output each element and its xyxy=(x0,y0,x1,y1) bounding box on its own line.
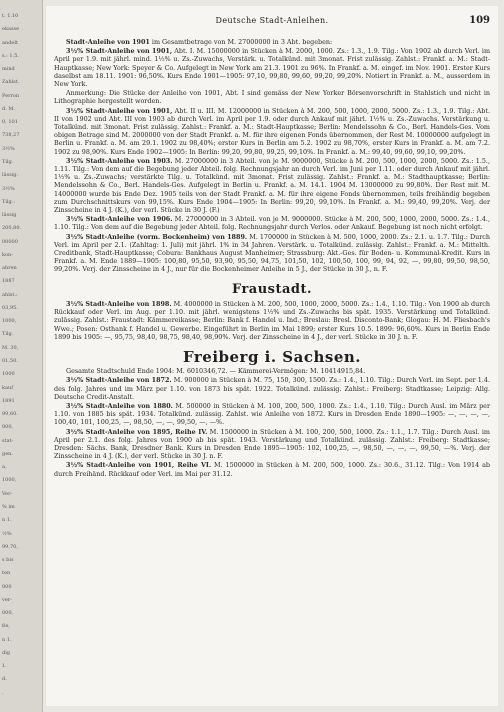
gutter-fragment: Tilg. xyxy=(2,331,14,338)
gutter-fragment: ahlst.: xyxy=(2,291,18,298)
gutter-fragment: ße, xyxy=(2,623,10,630)
loan-terms: M. 900000 in Stücken à M. 75, 150, 300, 1500. Zs.: 1.4., 1.10. Tilg.: Durch Verl. im Sept. per 1.4. des folg. Jahres und im März per 1.10. von 1873 bis spät. 1922. Totalkünd. zulässig. Zahlst.: Freiberg: Stadtkasse; Leipzig: Allg. Deutsche Credit-Anstalt. xyxy=(54,376,490,401)
gutter-fragment: 3½% xyxy=(2,185,15,192)
loan-title: Stadt-Anleihe von 1901 xyxy=(66,38,150,46)
loan-paragraph xyxy=(54,47,490,88)
left-page-gutter xyxy=(0,0,43,712)
loan-paragraph xyxy=(54,215,490,231)
freiberg-loans-section xyxy=(54,376,490,477)
running-head xyxy=(46,16,498,30)
document-page xyxy=(46,6,498,706)
freiberg-intro: Gesamte Stadtschuld Ende 1904: M. 6010346,72. — Kämmerei-Vermögen: M. 10414915,84. xyxy=(66,367,366,376)
gutter-fragment: 1887 xyxy=(2,278,15,285)
gutter-fragment: Ver- xyxy=(2,490,13,497)
gutter-fragment: 1000 xyxy=(2,371,15,378)
loan-title: 3½% Stadt-Anleihe von 1901, xyxy=(66,106,173,115)
loan-title: 3½% Stadt-Anleihe von 1895, Reihe IV. xyxy=(66,427,208,436)
gutter-fragment: kon- xyxy=(2,251,13,258)
gutter-fragment: s bis xyxy=(2,557,14,564)
gutter-fragment: ten xyxy=(2,570,11,577)
loan-terms: Anmerkung: Die Stücke der Anleihe von 1901, Abt. I sind gemäss der New Yorker Börsenvorschrift in Stahlstich und nicht in Lithographie hergestellt worden. xyxy=(54,89,490,106)
gutter-fragment: andelt xyxy=(2,39,18,46)
gutter-fragment: 1. xyxy=(2,663,7,670)
loan-title: 3½% Stadt-Anleihe von 1906. xyxy=(66,215,173,224)
gutter-fragment: t. 1.10 xyxy=(2,13,19,19)
loan-title: 3½% Stadt-Anleihe von 1898. xyxy=(66,299,172,308)
loan-paragraph xyxy=(54,376,490,401)
section-heading-fraustadt: Fraustadt. xyxy=(231,281,313,297)
gutter-fragment: dig xyxy=(2,649,11,656)
gutter-fragment: M. 30, xyxy=(2,344,19,351)
gutter-fragment: Zahlst. xyxy=(2,79,20,86)
gutter-fragment: 738,27 xyxy=(2,132,20,139)
loan-terms: M. 1500000 in Stücken à M. 200, 500, 1000. Zs.: 30.6., 31.12. Tilg.: Von 1914 ab durch Freihänd. Rückkauf oder Verl. im Mai per 31.12. xyxy=(54,461,490,478)
gutter-fragment: 99,60. xyxy=(2,411,18,418)
gutter-fragment: mind xyxy=(2,66,15,73)
loan-terms: M. 27000000 in 3 Abteil. von je M. 9000000. Stücke à M. 200, 500, 1000, 2000, 5000. Zs.: 1.4., 1.10. Tilg.: Von dem auf die Begebung jeder Abteil. folg. Rechnungsjahr durch Verlos. oder Ankauf. Begebung ist noch nicht erfolgt. xyxy=(54,215,490,232)
gutter-fragment: 3½% xyxy=(2,145,15,152)
gutter-fragment: 200,80. xyxy=(2,225,22,232)
loan-title: 3½% Stadt-Anleihe von 1872. xyxy=(66,376,172,385)
gutter-fragment: ½% xyxy=(2,530,12,537)
gutter-fragment: Perron xyxy=(2,92,20,99)
loan-title: 3½% Stadt-Anleihe (vorm. Bockenheim) von 1889. xyxy=(66,232,248,241)
loan-paragraph xyxy=(54,233,490,274)
loan-paragraph xyxy=(54,89,490,105)
gutter-fragment: stat- xyxy=(2,437,14,444)
gutter-fragment: Tilg. xyxy=(2,158,14,165)
gutter-fragment: 99,70, xyxy=(2,543,18,550)
gutter-fragment: 00000 xyxy=(2,238,18,245)
loan-paragraph xyxy=(54,107,490,156)
loan-paragraph xyxy=(54,300,490,341)
gutter-fragment: 01,50. xyxy=(2,358,18,364)
gutter-fragment: 000 xyxy=(2,583,12,590)
gutter-fragment: a, xyxy=(2,464,7,471)
gutter-fragment: ekasse xyxy=(2,26,20,33)
loan-paragraph xyxy=(54,157,490,214)
gutter-fragment: Tilg.: xyxy=(2,198,16,205)
gutter-fragment: d. M. xyxy=(2,105,16,112)
gutter-fragment: 1000, xyxy=(2,318,17,325)
gutter-fragment: 0, 101 xyxy=(2,119,18,126)
loan-title: 3½% Stadt-Anleihe von 1901, xyxy=(66,47,173,56)
loan-paragraph xyxy=(54,428,490,461)
gutter-fragment: lässig xyxy=(2,212,17,219)
gutter-fragment: kauf xyxy=(2,384,14,391)
gutter-fragment: 000, xyxy=(2,610,14,617)
frankfurt-loans-section xyxy=(54,38,490,274)
gutter-fragment: ver- xyxy=(2,596,12,603)
loan-terms: M. 27000000 in 3 Abteil. von je M. 9000000, Stücke à M. 200, 500, 1000, 2000, 5000. Zs.: 1.5., 1.11. Tilg.: Von dem auf die Begebung jeder Abteil. folg. Rechnungsjahr an durch Verl. im Juni per 1.11. oder durch Ankauf mit jährl. 1½% u. Zs.-Zuwachs; verstärkte Tilg. u. Totalkünd. mit 3monat. Frist zulässig. Zahlst.: Frankf. a. M.: Stadthauptkasse; Berlin: Mendelssohn & Co., Berl. Handels-Ges. Aufgelegt in Berlin u. Frankf. a. M. 14.1. 1904 M. 13000000 zu 99,80%. Der Rest mit M. 14000000 wurde bis Ende Dez. 1905 teils von der Stadt Frankf. a. M. für ihre eigene Fonds übernommen, teils freihändig begeben zum Durchschnittskurs von 99,15%. Kurs Ende 1904—1905: In Berlin: 99,20, 99,10%. In Frankf. a. M.: 99,40, 99,20%. Verj. der Zinsscheine in 4 J. (K.), der verl. Stücke in 30 J. (F.) xyxy=(54,156,490,215)
page-number: 109 xyxy=(469,15,490,26)
loan-terms: M. 4000000 in Stücken à M. 200, 500, 1000, 2000, 5000. Zs.: 1.4., 1.10. Tilg.: Von 1900 ab durch Rückkauf oder Verl. im Aug. per 1.10. mit jährl. wenigstens 1½% und Zs.-Zuwachs bis spät. 1935. Verstärkung und Totalkünd. zulässig. Zahlst.: Fraustadt: Kämmereikasse; Berlin: Bank f. Handel u. Ind.; Breslau: Bresl. Disconto-Bank; Glogau: H. M. Fliesbach's Wwe.; Posen: Osthank f. Handel u. Gewerbe. Eingeführt in Berlin im Mai 1899; erster Kurs 10.5. 1899: 96,60%. Kurs in Berlin Ende 1899 bis 1905: —, 95,75, 98,40, 98,75, 98,40, 98,90%. Verj. der Zinsscheine in 4 J., der verl. Stücke in 30 J. n. F. xyxy=(54,299,491,341)
loan-terms: im Gesamtbetrage von M. 27000000 in 3 Abt. begeben: xyxy=(149,38,333,46)
loan-paragraph xyxy=(54,461,490,477)
loan-title: 3½% Stadt-Anleihe von 1901, Reihe VI. xyxy=(66,461,212,470)
loan-terms: M. 500000 in Stücken à M. 100, 200, 500, 1000. Zs.: 1.4., 1.10. Tilg.: Durch Ausl. im März per 1.10. von 1885 bis spät. 1934. Totalkünd. zulässig. Zahlst. wie Anleihe von 1872. Kurs in Dresden Ende 1890—1905: —, —, —, —, 100,40, 101, 100,25, —, 98,50, —, —, 99,50, —, —%. xyxy=(54,401,490,427)
loan-terms: Abt. II u. III. M. 12000000 in Stücken à M. 200, 500, 1000, 2000, 5000. Zs.: 1.3., 1.9. Tilg.: Abt. II von 1902 und Abt. III von 1903 ab durch Verl. im April per 1.9. oder durch Ankauf mit jährl. 1½% u. Zs.-Zuwachs. Verstärkung u. Totalkünd. mit 3monat. Frist zulässig. Zahlst.: Frankf. a. M.: Stadt-Hauptkasse; Berlin: Mendelssohn & Co., Berl. Handels-Ges. Vom obigen Betrage sind M. 2000000 von der Stadt Frankf. a. M. für ihre eigenen Fonds übernommen, der Rest M. 10000000 aufgelegt in Berlin u. Frankf. a. M. am 29.1. 1902 zu 98,40%; erster Kurs in Berlin am 5.2. 1902 zu 98,70%, erster Kurs in Frankf. a. M. am 7.2. 1902 zu 98,90%. Kurs Ende 1902—1905: In Berlin: 99,20, 99,80, 99,25, 99,10%. In Frankf. a. M.: 99,40, 99,60, 99,10, 99,20%. xyxy=(54,106,490,156)
gutter-fragment: % im xyxy=(2,503,15,510)
gutter-fragment: 000, xyxy=(2,424,14,431)
loan-title: 3½% Stadt-Anleihe von 1903. xyxy=(66,156,173,165)
gutter-fragment: n 1. xyxy=(2,517,12,524)
gutter-fragment: 03,95. xyxy=(2,304,18,311)
gutter-fragment: s.: 1.5. xyxy=(2,52,19,59)
loan-paragraph xyxy=(54,38,490,46)
gutter-fragment: 1000, xyxy=(2,477,17,484)
fraustadt-loans-section xyxy=(54,300,490,341)
page-body xyxy=(54,38,490,479)
loan-paragraph xyxy=(54,402,490,427)
loan-title: 3½% Stadt-Anleihe von 1880. xyxy=(66,401,173,410)
gutter-fragment: n 1. xyxy=(2,636,12,643)
section-heading-freiberg: Freiberg i. Sachsen. xyxy=(182,347,362,366)
running-head-title: Deutsche Stadt-Anleihen. xyxy=(215,16,329,25)
loan-terms: Abt. I. M. 15000000 in Stücken à M. 2000, 1000. Zs.: 1.3., 1.9. Tilg.: Von 1902 ab durch Verl. im April per 1.9. mit jährl. mind. 1½% u. Zs.-Zuwachs, Verstärk. u. Totalkünd. mit 3monat. Frist zulässig. Zahlst.: Frankf. a. M.: Stadt-Hauptkasse; New York: Speyer & Co. Aufgelegt in New York am 21.3. 1901 zu 96%. In Frankf. a. M. eingef. im Nov. 1901. Erster Kurs daselbst am 18.11. 1901: 96,50%. Kurs Ende 1901—1905: 97,10, 99,80, 99,60, 99,20, 99,20%. Notiert in Frankf. a. M., ausserdem in New York. xyxy=(54,47,491,89)
gutter-fragment: lässig. xyxy=(2,172,19,179)
gutter-fragment: d. xyxy=(2,676,7,683)
loan-terms: M. 1500000 in Stücken à M. 100, 200, 500, 1000. Zs.: 1.1., 1.7. Tilg.: Durch Ausl. im April per 2.1. des folg. Jahres von 1900 ab bis spät. 1943. Verstärkung und Totalkünd. zulässig. Zahlst.: Freiberg: Stadtkasse; Dresden: Sächs. Bank, Dresdner Bank. Kurs in Dresden Ende 1895—1905: 102, 100,25, —, 98,50, —, —, —, 99,50, —%. Verj. der Zinsscheine in 4 J. (K.), der verl. Stücke in 30 J. n. F. xyxy=(54,427,490,461)
loan-terms: M. 1700000 in Stücken à M. 500, 1000, 2000. Zs.: 2.1. u. 1.7. Tilg.: Durch Verl. im April per 2.1. (Zahltag: 1. Juli) mit jährl. 1% in 34 Jahren. Verstärk. u. Totalkünd. zulässig. Zahlst.: Frankf. a. M.: Mittelth. Creditbank, Stadt-Hauptkasse; Cobura: Bankhaus August Manheimer; Strassburg: Akt.-Ges. für Boden- u. Kommunal-Kredit. Kurs in Frankf. a. M. Ende 1889—1905: 100,80, 95,50, 93,90, 95,50, 94,75, 101,50, 102, 100,50, 100, 99, 94, 92, —, 99,80, 99,50, 98,50, 99,20%. Verj. der Zinsscheine in 4 J., nur für die Bockenheimer Anleihe in 5 J., der Stücke in 30 J., n. F. xyxy=(54,232,491,274)
gutter-fragment: 1891 xyxy=(2,397,15,404)
gutter-fragment: ahren xyxy=(2,265,17,272)
gutter-fragment: . xyxy=(2,689,4,696)
gutter-fragment: gen. xyxy=(2,450,13,457)
